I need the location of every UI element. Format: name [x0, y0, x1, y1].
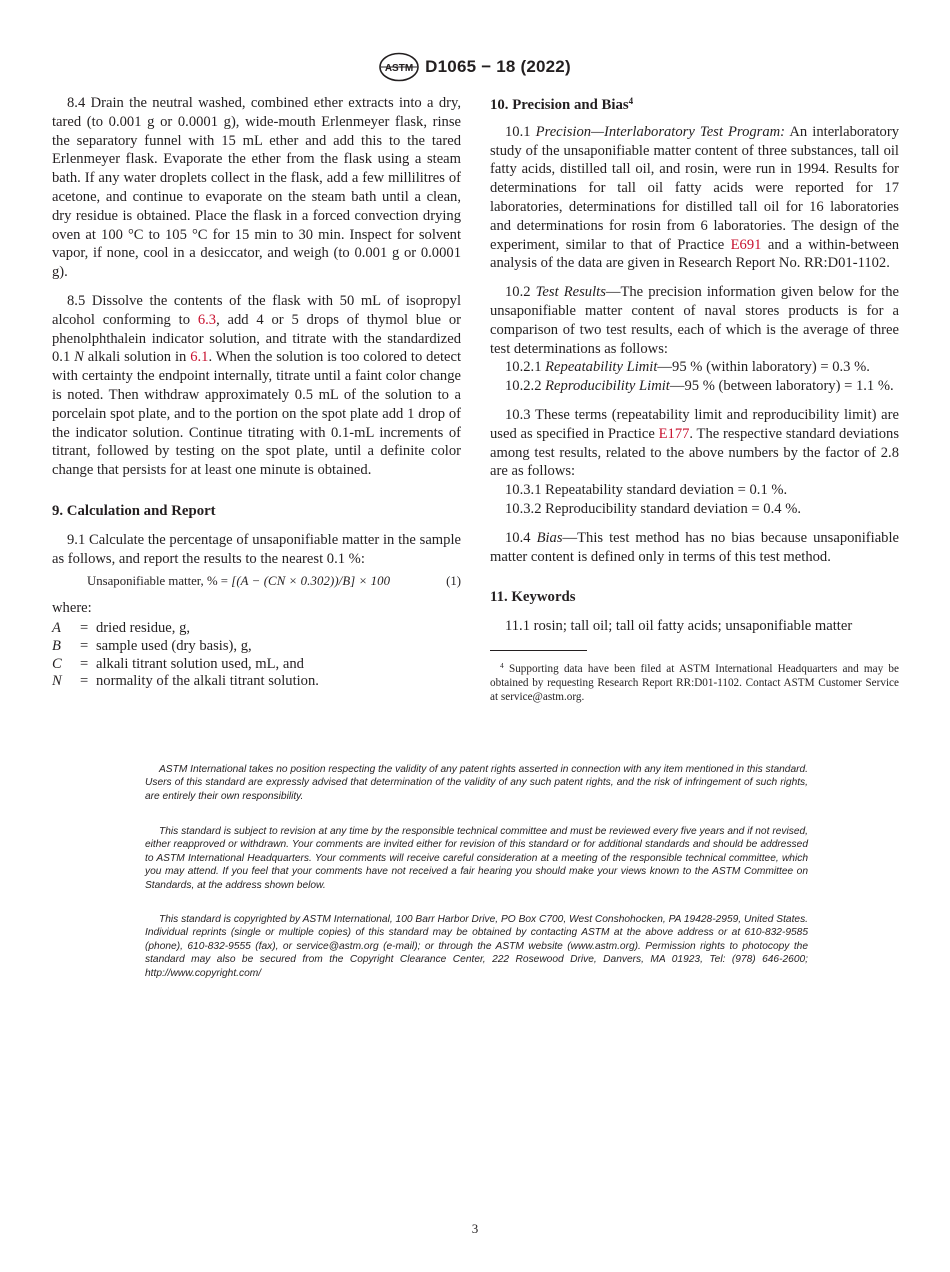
link-e177[interactable]: E177: [658, 425, 690, 442]
variable-row: B = sample used (dry basis), g,: [52, 637, 252, 654]
equation-1: [87, 572, 461, 591]
paragraph-10-3-1: 10.3.1 Repeatability standard deviation = 0.1 %.: [505, 482, 788, 499]
page-header: [0, 52, 950, 82]
patent-notice: ASTM International takes no position respecting the validity of any patent rights asserted in connection with any item mentioned in this standard. Users of this standard are expressly advised that determination of the validity of any such patent rights, and the risk of infringement of such rights, are entirely their own responsibility.: [145, 764, 808, 802]
paragraph-10-1: 10.1 Precision—Interlaboratory Test Program: An interlaboratory study of the unsaponifiable matter content of three substances, tall oil fatty acids, distilled tall oil, and rosin, were run in 1994. Results for determinations for tall oil fatty acids were reported for 17 laboratories, determinations for distilled tall oil for 16 laboratories and determinations for rosin from 6 laboratories. The design of the experiment, similar to that of Practice E691 and a within-between analysis of the data are given in Research Report No. RR:D01-1102.: [490, 123, 900, 272]
variable-row: C = alkali titrant solution used, mL, and: [52, 655, 304, 672]
where-label: where:: [52, 600, 92, 617]
paragraph-9-1: 9.1 Calculate the percentage of unsaponifiable matter in the sample as follows, and report the results to the nearest 0.1 %:: [52, 531, 461, 567]
variable-row: N = normality of the alkali titrant solution.: [52, 673, 319, 690]
paragraph-11-1: 11.1 rosin; tall oil; tall oil fatty acids; unsaponifiable matter: [505, 618, 853, 635]
right-column: [490, 92, 899, 704]
paragraph-10-3: 10.3 These terms (repeatability limit and reproducibility limit) are used as specified in Practice E177. The respective standard deviations among test results, related to the above numbers by the factor of 2.8 are as follows:: [490, 406, 900, 480]
footnote-4: $^4$ Supporting data have been filed at ASTM International Headquarters and may be obtained by requesting Research Report RR:D01-1102. Contact ASTM Customer Service at service@astm.org.: [490, 660, 899, 703]
paragraph-8-4: 8.4 Drain the neutral washed, combined ether extracts into a dry, tared (to 0.001 g or 0.0001 g), wide-mouth Erlenmeyer flask, rinse the separatory funnel with 15 mL ether and add this to the tared Erlenmeyer flask. Evaporate the ether from the flask using a steam bath. If any water droplets collect in the flask, add a few millilitres of acetone, and continue to evaporate on the steam bath until a clean, dry residue is obtained. Place the flask in a forced convection drying oven at 100 °C to 105 °C for 15 min to 30 min. Inspect for solvent vapor, if none, cool in a desiccator, and weigh (to 0.001 g or 0.0001 g).: [52, 95, 461, 281]
paragraph-10-2: 10.2 Test Results—The precision information given below for the unsaponifiable matter content of naval stores products is for a comparison of two test results, each of which is the average of three test determinations as follows:: [490, 284, 900, 357]
section-9-heading: 9. Calculation and Report: [52, 502, 216, 519]
equation-expression: [(A − (CN × 0.302))/B] × 100: [231, 574, 391, 589]
link-6-1[interactable]: 6.1: [190, 349, 209, 366]
paragraph-10-4: 10.4 Bias—This test method has no bias because unsaponifiable matter content is defined only in terms of this test method.: [490, 529, 899, 565]
equation-number: (1): [446, 574, 461, 589]
left-column: [52, 94, 461, 691]
paragraph-10-2-2: 10.2.2 Reproducibility Limit—95 % (between laboratory) = 1.1 %.: [505, 378, 894, 395]
copyright-notice: This standard is copyrighted by ASTM International, 100 Barr Harbor Drive, PO Box C700, West Conshohocken, PA 19428-2959, United States. Individual reprints (single or multiple copies) of this standard may be obtained by contacting ASTM at the above address or at 610-832-9585 (phone), 610-832-9555 (fax), or service@astm.org (e-mail); or through the ASTM website (www.astm.org). Permission rights to photocopy the standard may also be secured from the Copyright Clearance Center, 222 Rosewood Drive, Danvers, MA 01923, Tel: (978) 646-2600; http://www.copyright.com/: [145, 914, 808, 979]
section-11-heading: 11. Keywords: [490, 589, 576, 606]
logo-text: ASTM: [385, 63, 414, 74]
page-number: 3: [471, 1221, 479, 1236]
footnote-divider: [490, 650, 587, 651]
document-designation: D1065 − 18 (2022): [425, 57, 571, 76]
astm-logo: [379, 52, 419, 82]
equation-label: Unsaponifiable matter, % =: [87, 574, 232, 589]
paragraph-10-3-2: 10.3.2 Reproducibility standard deviation = 0.4 %.: [505, 500, 802, 517]
link-e691[interactable]: E691: [730, 236, 762, 253]
paragraph-10-2-1: 10.2.1 Repeatability Limit—95 % (within laboratory) = 0.3 %.: [505, 359, 870, 376]
variable-row: A = dried residue, g,: [52, 619, 191, 636]
section-10-heading: 10. Precision and Bias$^4$: [490, 96, 634, 113]
paragraph-8-5: 8.5 Dissolve the contents of the flask with 50 mL of isopropyl alcohol conforming to 6.3, add 4 or 5 drops of thymol blue or phenolphthalein indicator solution, and titrate with the standardized 0.1 N alkali solution in 6.1. When the solution is too colored to detect with certainty the endpoint internally, titrate until a faint color change is noted. Then withdraw approximately 0.5 mL of the solution to a porcelain spot plate, and to the portion on the spot plate add 1 drop of the indicator solution. Continue titrating with 0.1-mL increments of titrant, followed by testing on the spot plate, until a definite color change that persists for at least one minute is obtained.: [52, 292, 462, 479]
variable-list: [52, 620, 461, 691]
footnote-ref-4: 4: [628, 96, 634, 106]
link-6-3[interactable]: 6.3: [197, 311, 217, 328]
revision-notice: This standard is subject to revision at any time by the responsible technical committee and must be reviewed every five years and if not revised, either reapproved or withdrawn. Your comments are invited either for revision of this standard or for additional standards and should be addressed to ASTM International Headquarters. Your comments will receive careful consideration at a meeting of the responsible technical committee, which you may attend. If you feel that your comments have not received a fair hearing you should make your views known to the ASTM Committee on Standards, at the address shown below.: [145, 826, 808, 891]
